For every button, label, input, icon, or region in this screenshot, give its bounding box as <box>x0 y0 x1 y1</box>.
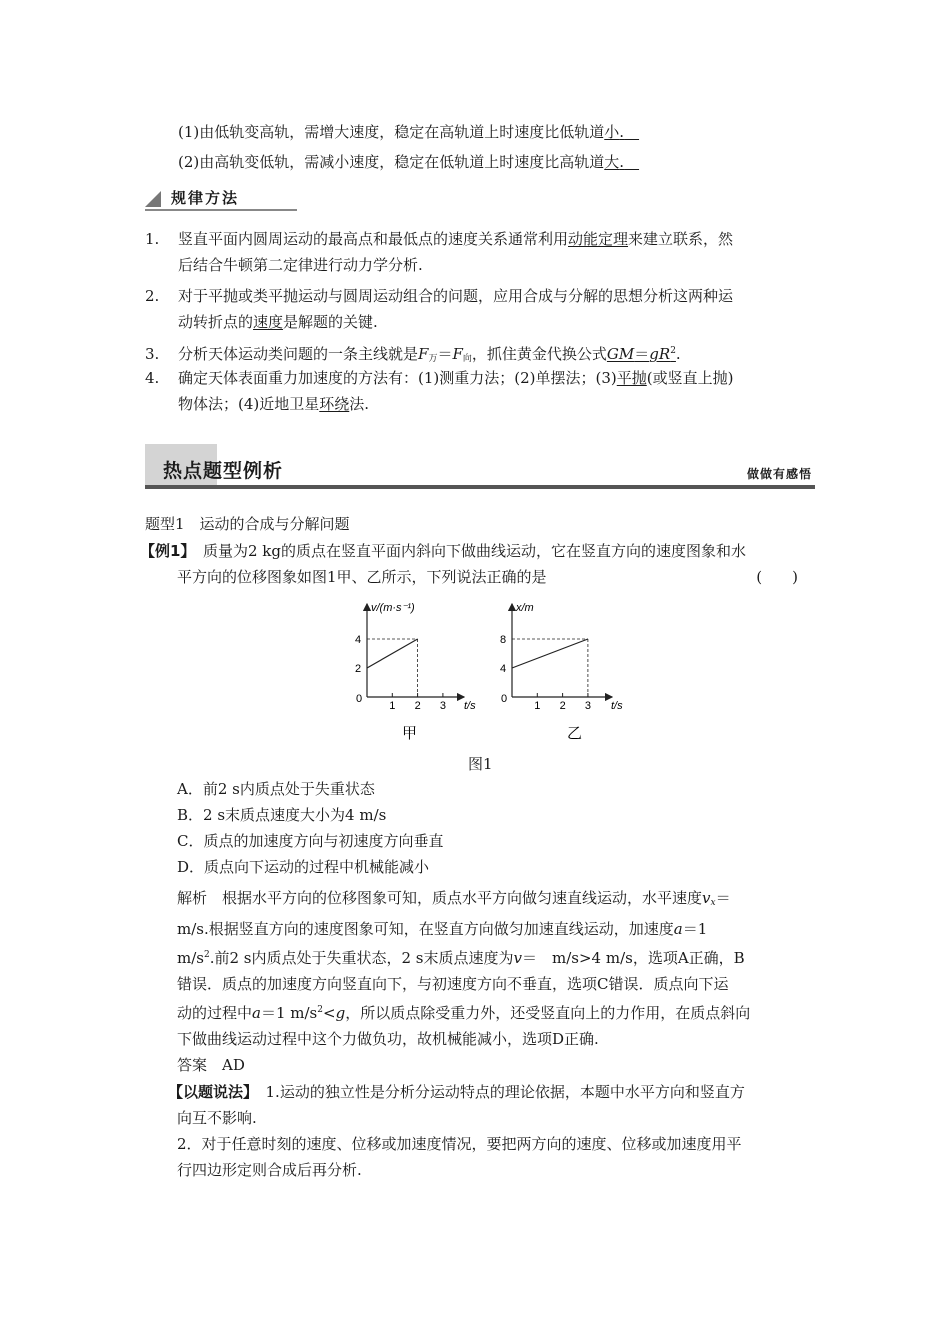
method-item-2-text-a: 动转折点的 <box>178 313 254 331</box>
option-a: A．前2 s内质点处于失重状态 <box>177 780 375 798</box>
method-item-1 <box>145 226 733 278</box>
analysis-sup-2: 2 <box>203 950 210 960</box>
jia-xtick-label: 2 <box>414 700 421 712</box>
analysis-var-a2: a <box>252 1004 261 1022</box>
formula-eq: ＝ <box>437 345 453 363</box>
summary-tag: 【以题说法】 <box>168 1083 259 1101</box>
top-item-2 <box>178 151 639 172</box>
topic-title: 题型1 运动的合成与分解问题 <box>145 515 350 533</box>
formula-F: F <box>418 345 429 363</box>
formula-sub-wan: 万 <box>428 354 438 364</box>
yi-xlabel: t/s <box>611 700 623 712</box>
jia-xlabel: t/s <box>464 700 476 712</box>
jia-origin: 0 <box>356 693 363 705</box>
heading-underline <box>145 209 297 211</box>
method-item-1-text-b: 来建立联系，然 <box>628 230 734 248</box>
summary-line-4: 行四边形定则合成后再分析. <box>177 1161 362 1179</box>
jia-label: 甲 <box>402 725 418 742</box>
method-item-4-num: 4. <box>145 369 160 387</box>
top-item-1-text: (1)由低轨变高轨，需增大速度，稳定在高轨道上时速度比低轨道 <box>178 123 605 141</box>
yi-origin: 0 <box>501 693 508 705</box>
method-item-3-text-b: ，抓住黄金代换公式 <box>471 345 607 363</box>
option-c: C．质点的加速度方向与初速度方向垂直 <box>177 832 444 850</box>
formula-sup: 2 <box>670 346 676 356</box>
analysis-line-5a: 动的过程中 <box>177 1004 253 1022</box>
example-line-1: 质量为2 kg的质点在竖直平面内斜向下做曲线运动，它在竖直方向的速度图象和水 <box>202 542 746 560</box>
method-item-4-key2: 环绕 <box>319 395 350 413</box>
yi-label: 乙 <box>567 725 583 742</box>
method-item-3-text: 分析天体运动类问题的一条主线就是 <box>178 345 419 363</box>
top-item-1-answer: 小 <box>604 123 620 141</box>
analysis-var-a: a <box>673 920 683 938</box>
analysis-line-1-eq: ＝ <box>715 889 731 907</box>
method-item-4-key: 平抛 <box>616 369 647 387</box>
method-item-1-key: 动能定理 <box>568 230 629 248</box>
jia-series-line <box>367 639 418 668</box>
method-item-3-tail: . <box>675 345 681 363</box>
method-item-1-line2: 后结合牛顿第二定律进行动力学分析. <box>178 256 423 274</box>
method-section-heading <box>145 187 297 211</box>
jia-ylabel: v/(m·s⁻¹) <box>371 602 415 614</box>
analysis-line-2: m/s.根据竖直方向的速度图象可知，在竖直方向做匀加速直线运动，加速度 <box>177 920 674 938</box>
analysis-line-5c: < <box>323 1004 336 1022</box>
yi-ytick-label: 8 <box>500 634 507 646</box>
method-item-4-text-b: (或竖直上抛) <box>646 369 734 387</box>
options-list <box>177 776 443 880</box>
top-item-1-tail: . <box>619 123 625 141</box>
yi-xtick-label: 3 <box>584 700 592 712</box>
method-item-2 <box>145 283 733 335</box>
top-item-2-answer: 大 <box>604 153 620 171</box>
top-item-2-text: (2)由高轨变低轨，需减小速度，稳定在低轨道上时速度比高轨道 <box>178 153 605 171</box>
yi-xtick-label: 2 <box>559 700 566 712</box>
jia-xtick-label: 1 <box>389 700 396 712</box>
method-item-4-text-c: 物体法；(4)近地卫星 <box>178 395 320 413</box>
analysis-line-6: 下做曲线运动过程中这个力做负功，故机械能减小，选项D正确. <box>177 1030 599 1048</box>
analysis-line-5b: ＝1 m/s <box>260 1004 318 1022</box>
top-item-2-tail: . <box>619 153 625 171</box>
summary-line-3: 2．对于任意时刻的速度、位移或加速度情况，要把两方向的速度、位移或加速度用平 <box>177 1135 742 1153</box>
example-tag: 【例1】 <box>140 542 196 560</box>
analysis-var-v: v <box>702 889 711 907</box>
formula-F2: F <box>452 345 463 363</box>
yi-xtick-label: 1 <box>534 700 541 712</box>
analysis-line-2-eq: ＝1 <box>682 920 708 938</box>
hot-section-title: 热点题型例析 <box>163 460 284 482</box>
jia-ytick-label: 4 <box>355 634 362 646</box>
analysis-line-5d: ，所以质点除受重力外，还受竖直向上的力作用，在质点斜向 <box>345 1004 751 1022</box>
figure-caption: 图1 <box>468 755 493 773</box>
jia-ytick-label: 2 <box>355 663 362 675</box>
method-item-2-key: 速度 <box>253 313 284 331</box>
analysis-line-1: 解析 根据水平方向的位移图象可知，质点水平方向做匀速直线运动，水平速度 <box>177 889 703 907</box>
method-item-2-text: 对于平抛或类平抛运动与圆周运动组合的问题，应用合成与分解的思想分析这两种运 <box>178 287 734 305</box>
option-b: B．2 s末质点速度大小为4 m/s <box>177 806 387 824</box>
analysis-line-3c: ＝ m/s>4 m/s，选项A正确，B <box>522 949 745 967</box>
option-d: D．质点向下运动的过程中机械能减小 <box>177 858 430 876</box>
formula-eq2: ＝ <box>634 345 650 363</box>
jia-xtick-label: 3 <box>439 700 447 712</box>
method-item-2-num: 2. <box>145 287 160 305</box>
yi-series-line <box>512 639 588 668</box>
analysis-line-3b: .前2 s内质点处于失重状态，2 s末质点速度为 <box>209 949 514 967</box>
top-item-1 <box>178 121 639 142</box>
method-section-title: 规律方法 <box>171 189 240 207</box>
analysis-line-4: 错误．质点的加速度方向竖直向下，与初速度方向不垂直，选项C错误．质点向下运 <box>177 975 729 993</box>
hot-section-rule <box>145 485 815 489</box>
analysis-sub-x: x <box>710 898 716 908</box>
answer-blank: ( ) <box>756 568 798 586</box>
method-item-4-text-d: 法. <box>349 395 370 413</box>
method-item-3-num: 3. <box>145 345 160 363</box>
method-item-1-num: 1. <box>145 230 160 248</box>
chart-yi <box>500 602 623 712</box>
chart-jia <box>355 602 476 712</box>
summary-block <box>168 1079 745 1183</box>
formula-sub-xiang: 向 <box>462 354 472 364</box>
method-item-2-text-b: 是解题的关键. <box>283 313 378 331</box>
yi-ytick-label: 4 <box>500 663 507 675</box>
analysis-line-3a: m/s <box>177 949 204 967</box>
example-question <box>140 538 812 590</box>
summary-line-2: 向互不影响. <box>177 1109 257 1127</box>
analysis-var-v2: v <box>513 949 522 967</box>
method-item-1-text: 竖直平面内圆周运动的最高点和最低点的速度关系通常利用 <box>178 230 569 248</box>
analysis-var-g: g <box>335 1004 346 1022</box>
formula-GM: GM <box>606 345 635 363</box>
triangle-marker-icon <box>145 191 161 207</box>
hot-section-side-label: 做做有感悟 <box>746 467 812 481</box>
analysis-block <box>177 885 750 1078</box>
method-item-4-text: 确定天体表面重力加速度的方法有：(1)测重力法；(2)单摆法；(3) <box>178 369 617 387</box>
formula-gR: gR <box>649 345 671 363</box>
method-item-4 <box>145 365 733 417</box>
yi-ylabel: x/m <box>516 602 534 614</box>
figure-1 <box>340 598 640 748</box>
analysis-sup-2b: 2 <box>317 1005 323 1015</box>
summary-line-1: 1.运动的独立性是分析分运动特点的理论依据，本题中水平方向和竖直方 <box>265 1083 745 1101</box>
answer-line: 答案 AD <box>177 1056 245 1074</box>
example-line-2: 平方向的位移图象如图1甲、乙所示，下列说法正确的是 <box>177 568 547 586</box>
